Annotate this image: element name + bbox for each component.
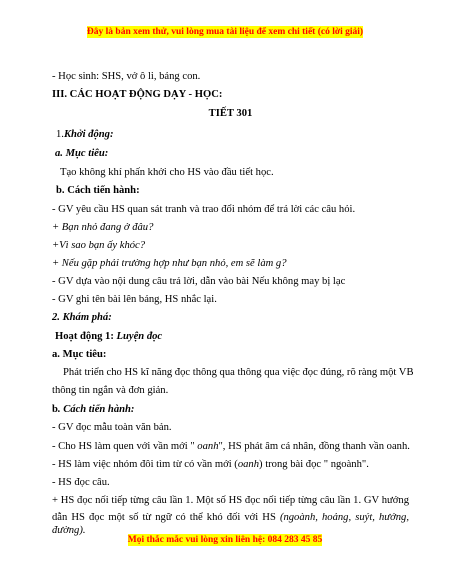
section-heading: III. CÁC HOẠT ĐỘNG DẠY - HỌC: [52,89,223,100]
text-line: đường). [52,525,86,536]
question-line: + Nếu gặp phải trường hợp như bạn nhỏ, em sẽ làm g? [52,258,287,269]
text-line: dẫn HS đọc một số từ ngữ có thể khó đối với HS (ngoành, hoảng, suýt, hướng, [52,512,409,523]
text-line: - HS làm việc nhóm đôi tìm từ có vần mới (oanh) trong bài đọc " ngoành". [52,459,369,470]
subheading-number: 1. [56,129,64,140]
rhyme-word: oanh [237,459,260,470]
subheading-label: Khởi động: [63,129,114,140]
subheading-warmup [56,128,413,141]
procedure-heading: b. Cách tiến hành: [56,185,140,196]
word-list: (ngoành, hoảng, suýt, hướng, [279,512,409,523]
contact-notice-text: Mọi thắc mắc vui lòng xin liên hệ: 084 283 45 85 [127,535,323,545]
text-line: - Học sinh: SHS, vở ô li, bảng con. [52,71,201,82]
procedure-heading [52,403,409,416]
procedure-letter: b [52,404,58,415]
text-line: - GV đọc mẫu toàn văn bản. [52,422,172,433]
text-line: thông tin ngắn và đơn giản. [52,385,169,396]
text-line: Tạo không khí phấn khởi cho HS vào đầu tiết học. [60,167,274,178]
subheading-explore: 2. Khám phá: [52,312,112,323]
activity-heading [55,330,412,343]
rhyme-word: oanh [197,441,219,452]
question-line: +Vì sao bạn ấy khóc? [52,240,146,251]
text-line: + HS đọc nối tiếp từng câu lần 1. Một số HS đọc nối tiếp từng câu lần 1. GV hướng [52,495,409,506]
preview-notice-banner [0,27,450,37]
activity-title: Luyện đọc [116,331,163,342]
preview-notice-text: Đây là bản xem thử, vui lòng mua tài liệu để xem chi tiết (có lời giải) [86,27,364,37]
text-line: - GV dựa vào nội dung câu trả lời, dẫn vào bài Nếu không may bị lạc [52,276,346,287]
goal-heading: a. Mục tiêu: [52,349,107,360]
lesson-title: TIẾT 301 [208,108,253,119]
goal-heading: a. Mục tiêu: [55,148,109,159]
text-line: - HS đọc câu. [52,477,110,488]
text-line: Phát triển cho HS kĩ năng đọc thông qua thông qua việc đọc đúng, rõ ràng một VB [63,367,414,378]
procedure-label: . Cách tiến hành: [57,404,135,415]
text-line: - GV yêu cầu HS quan sát tranh và trao đổi nhóm để trả lời các câu hỏi. [52,204,356,215]
contact-notice-banner [0,535,450,545]
activity-label: Hoạt động 1: [55,331,117,342]
text-line: - Cho HS làm quen với vần mới " oanh", HS phát âm cá nhân, đồng thanh vần oanh. [52,441,410,452]
text-line: - GV ghi tên bài lên bảng, HS nhắc lại. [52,294,217,305]
question-line: + Bạn nhỏ đang ở đâu? [52,222,154,233]
